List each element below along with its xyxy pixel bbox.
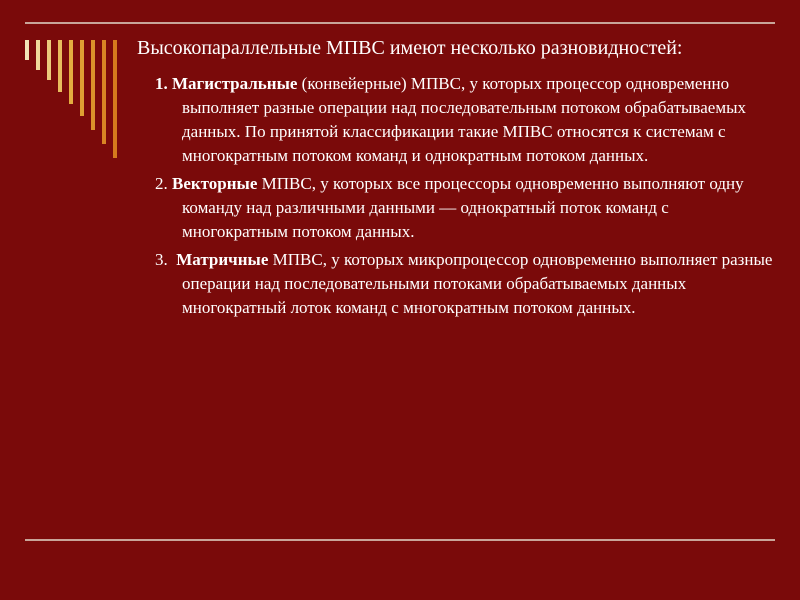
list-item — [155, 172, 775, 244]
stripe — [113, 40, 117, 158]
slide-title: Высокопараллельные МПВС имеют несколько разновидностей: — [137, 37, 683, 59]
stripe — [102, 40, 106, 144]
item-text: МПВС, у которых все процессоры одновременно выполняют одну команду над различными данными — однократный поток команд с многократным потоком данных. — [182, 174, 744, 241]
item-number: 3. — [155, 250, 177, 269]
stripe — [69, 40, 73, 104]
item-text: МПВС, у которых микропроцессор одновременно выполняет разные операции над последовательными потоками обрабатываемых данных многократный лоток команд с многократным потоком данных. — [182, 250, 773, 317]
list-item — [155, 72, 775, 168]
stripe — [91, 40, 95, 130]
stripe — [80, 40, 84, 116]
list-item — [155, 248, 775, 320]
stripe — [36, 40, 40, 70]
decorative-stripes — [25, 40, 130, 165]
item-list — [155, 72, 775, 324]
stripe — [47, 40, 51, 80]
stripe — [25, 40, 29, 60]
bottom-rule — [25, 539, 775, 541]
item-term: Матричные — [176, 250, 269, 269]
item-text: (конвейерные) МПВС, у которых процессор одновременно выполняет разные операции над последовательным потоком обрабатываемых данных. По принятой классификации такие МПВС относятся к системам с многократным потоком команд и однократным потоком данных. — [182, 74, 746, 165]
item-number: 2. — [155, 174, 172, 193]
item-number: 1. — [155, 74, 172, 93]
item-term: Магистральные — [172, 74, 298, 93]
stripe — [58, 40, 62, 92]
item-term: Векторные — [172, 174, 258, 193]
top-rule — [25, 22, 775, 24]
